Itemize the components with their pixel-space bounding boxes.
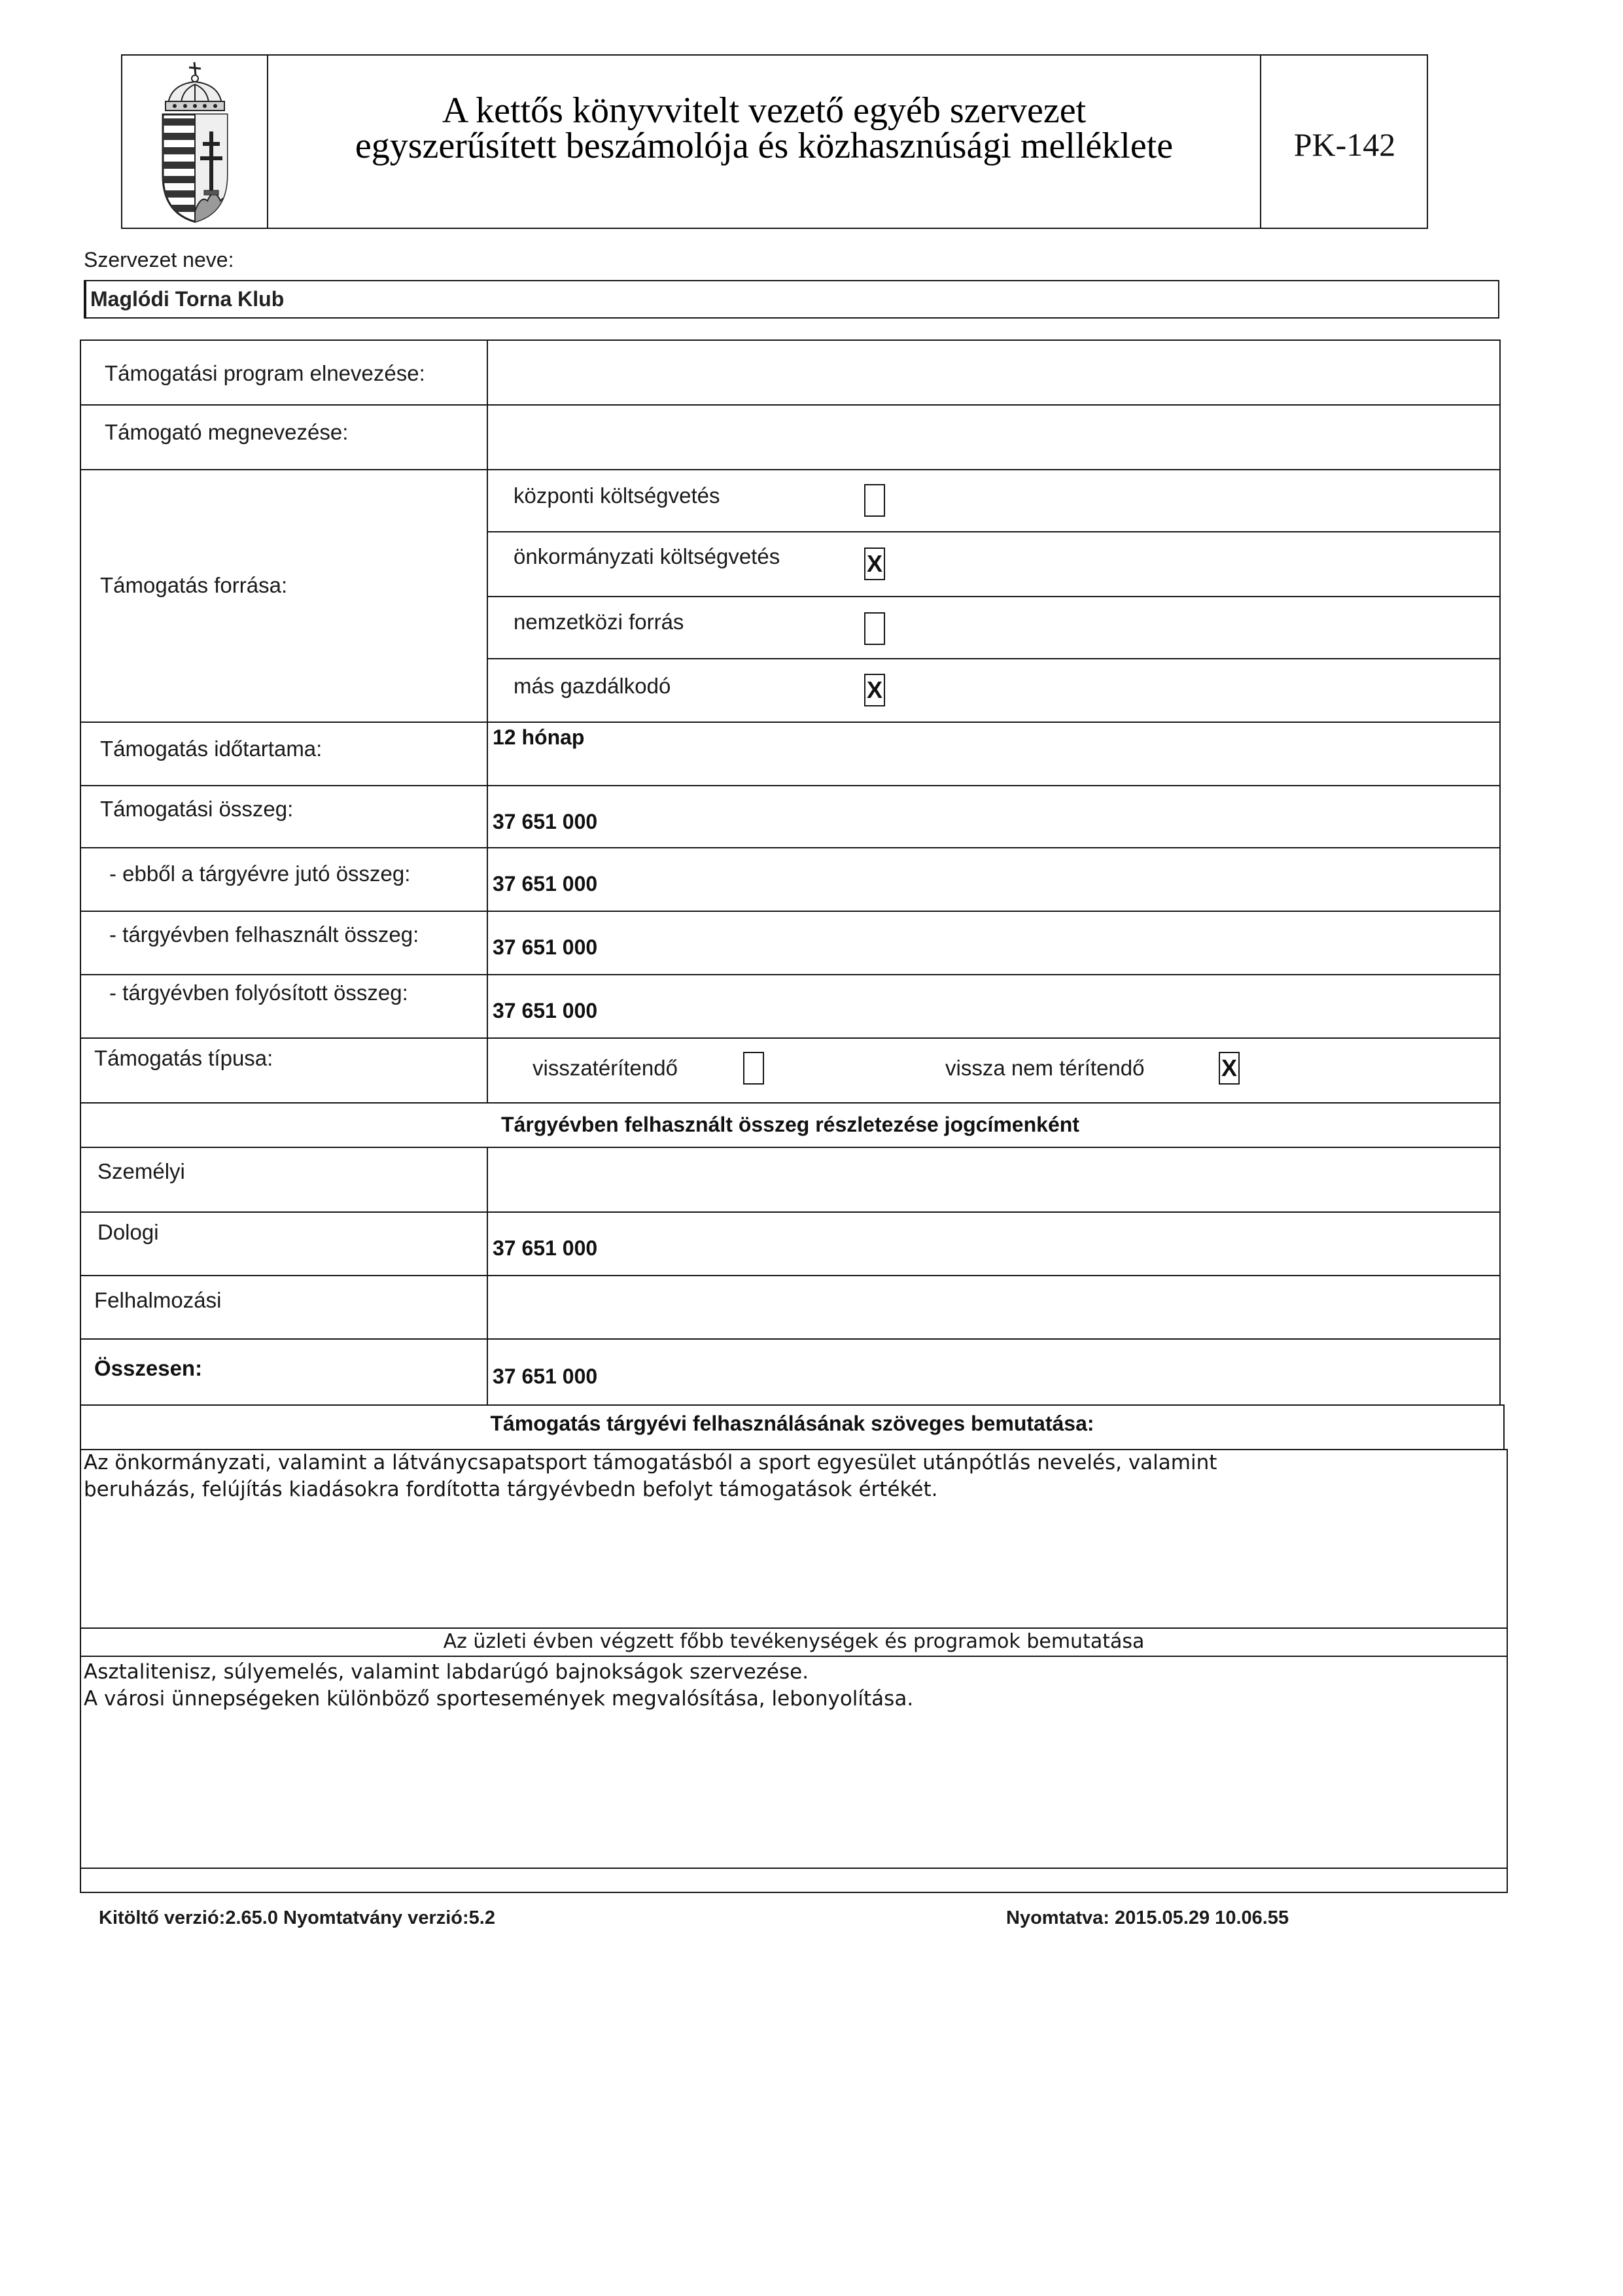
amount-current-year-label-cell [80,847,488,912]
amount-used-value: 37 651 000 [493,935,598,959]
amount-used-value-cell [487,911,1501,975]
breakdown-material-label: Dologi [97,1220,159,1244]
supporter-name-label: Támogató megnevezése: [105,420,349,444]
organization-name-field [84,280,1499,319]
program-name-label-cell [80,339,488,406]
source-option-other-business [487,658,1501,723]
activities-text-area [80,1656,1508,1869]
breakdown-heading: Tárgyévben felhasznált összeg részletezése jogcímenként [501,1113,1079,1136]
source-option-municipal-budget [487,531,1501,597]
source-option-central-budget [487,469,1501,532]
type-value-cell [487,1037,1501,1104]
duration-label: Támogatás időtartama: [100,737,323,761]
amount-disbursed-label: - tárgyévben folyósított összeg: [109,981,408,1005]
breakdown-capital-label: Felhalmozási [94,1288,222,1312]
source-option-label: nemzetközi forrás [514,610,684,634]
checkbox-non-refundable: X [1219,1052,1240,1085]
activities-heading: Az üzleti évben végzett főbb tevékenységek és programok bemutatása [443,1630,1145,1653]
amount-current-year-value: 37 651 000 [493,872,598,896]
breakdown-material-label-cell [80,1211,488,1276]
breakdown-material-value: 37 651 000 [493,1236,598,1260]
checkbox-international [864,612,885,645]
amount-total-value: 37 651 000 [493,810,598,833]
breakdown-personal-value-cell [487,1147,1501,1213]
amount-total-value-cell [487,785,1501,848]
organization-name: Maglódi Torna Klub [90,287,285,311]
usage-description-text-area [80,1449,1508,1629]
coat-of-arms-icon [148,61,240,224]
amount-used-label-cell [80,911,488,975]
usage-description-line: beruházás, felújítás kiadásokra fordította tárgyévbedn befolyt támogatások értékét. [84,1478,938,1501]
breakdown-total-value-cell [487,1338,1501,1406]
source-label: Támogatás forrása: [100,573,288,597]
form-title-line1: A kettős könyvvitelt vezető egyéb szervezet [442,90,1087,131]
breakdown-total-label-cell [80,1338,488,1406]
activities-heading-cell [80,1627,1508,1657]
checkbox-refundable [743,1052,764,1085]
program-name-value-cell [487,339,1501,406]
form-code-cell [1260,56,1427,228]
organization-label: Szervezet neve: [84,248,234,271]
type-option-non-refundable-label: vissza nem térítendő [945,1056,1145,1080]
source-option-international [487,596,1501,659]
amount-disbursed-label-cell [80,974,488,1039]
checkbox-municipal-budget: X [864,548,885,580]
type-label: Támogatás típusa: [94,1046,273,1070]
amount-used-label: - tárgyévben felhasznált összeg: [109,922,419,947]
breakdown-material-value-cell [487,1211,1501,1276]
checkbox-central-budget [864,484,885,517]
activities-line: Asztalitenisz, súlyemelés, valamint labdarúgó bajnokságok szervezése. [84,1660,809,1684]
header-box [121,54,1428,229]
supporter-name-label-cell [80,404,488,470]
program-name-label: Támogatási program elnevezése: [105,361,425,385]
breakdown-personal-label: Személyi [97,1159,185,1183]
usage-description-line: Az önkormányzati, valamint a látványcsapatsport támogatásból a sport egyesület utánpótlás nevelés, valamint [84,1451,1217,1474]
activities-line: A városi ünnepségeken különböző sportesemények megvalósítása, lebonyolítása. [84,1687,914,1711]
amount-total-label-cell [80,785,488,848]
form-code: PK-142 [1293,126,1396,163]
usage-description-heading: Támogatás tárgyévi felhasználásának szöveges bemutatása: [490,1412,1094,1435]
source-option-label: központi költségvetés [514,483,720,508]
footer-versions: Kitöltő verzió:2.65.0 Nyomtatvány verzió:5.2 [99,1907,495,1928]
footer-printed-timestamp: Nyomtatva: 2015.05.29 10.06.55 [1006,1907,1289,1928]
breakdown-capital-label-cell [80,1275,488,1340]
duration-value-cell [487,722,1501,786]
breakdown-total-label: Összesen: [94,1356,203,1380]
usage-description-heading-cell [80,1404,1505,1450]
breakdown-total-value: 37 651 000 [493,1365,598,1388]
amount-disbursed-value: 37 651 000 [493,999,598,1022]
source-option-label: más gazdálkodó [514,674,671,698]
amount-current-year-label: - ebből a tárgyévre jutó összeg: [109,861,411,886]
breakdown-heading-cell [80,1102,1501,1148]
title-cell [268,56,1260,228]
duration-value: 12 hónap [493,725,585,749]
emblem-cell [122,56,268,228]
source-option-label: önkormányzati költségvetés [514,544,780,568]
breakdown-personal-label-cell [80,1147,488,1213]
type-label-cell [80,1037,488,1104]
form-title-line2: egyszerűsített beszámolója és közhasznúsági melléklete [355,126,1174,166]
amount-total-label: Támogatási összeg: [100,797,294,821]
type-option-refundable-label: visszatérítendő [532,1056,678,1080]
duration-label-cell [80,722,488,786]
checkbox-other-business: X [864,674,885,706]
breakdown-capital-value-cell [487,1275,1501,1340]
supporter-name-value-cell [487,404,1501,470]
amount-current-year-value-cell [487,847,1501,912]
source-label-cell [80,469,488,723]
amount-disbursed-value-cell [487,974,1501,1039]
closing-row [80,1868,1508,1893]
